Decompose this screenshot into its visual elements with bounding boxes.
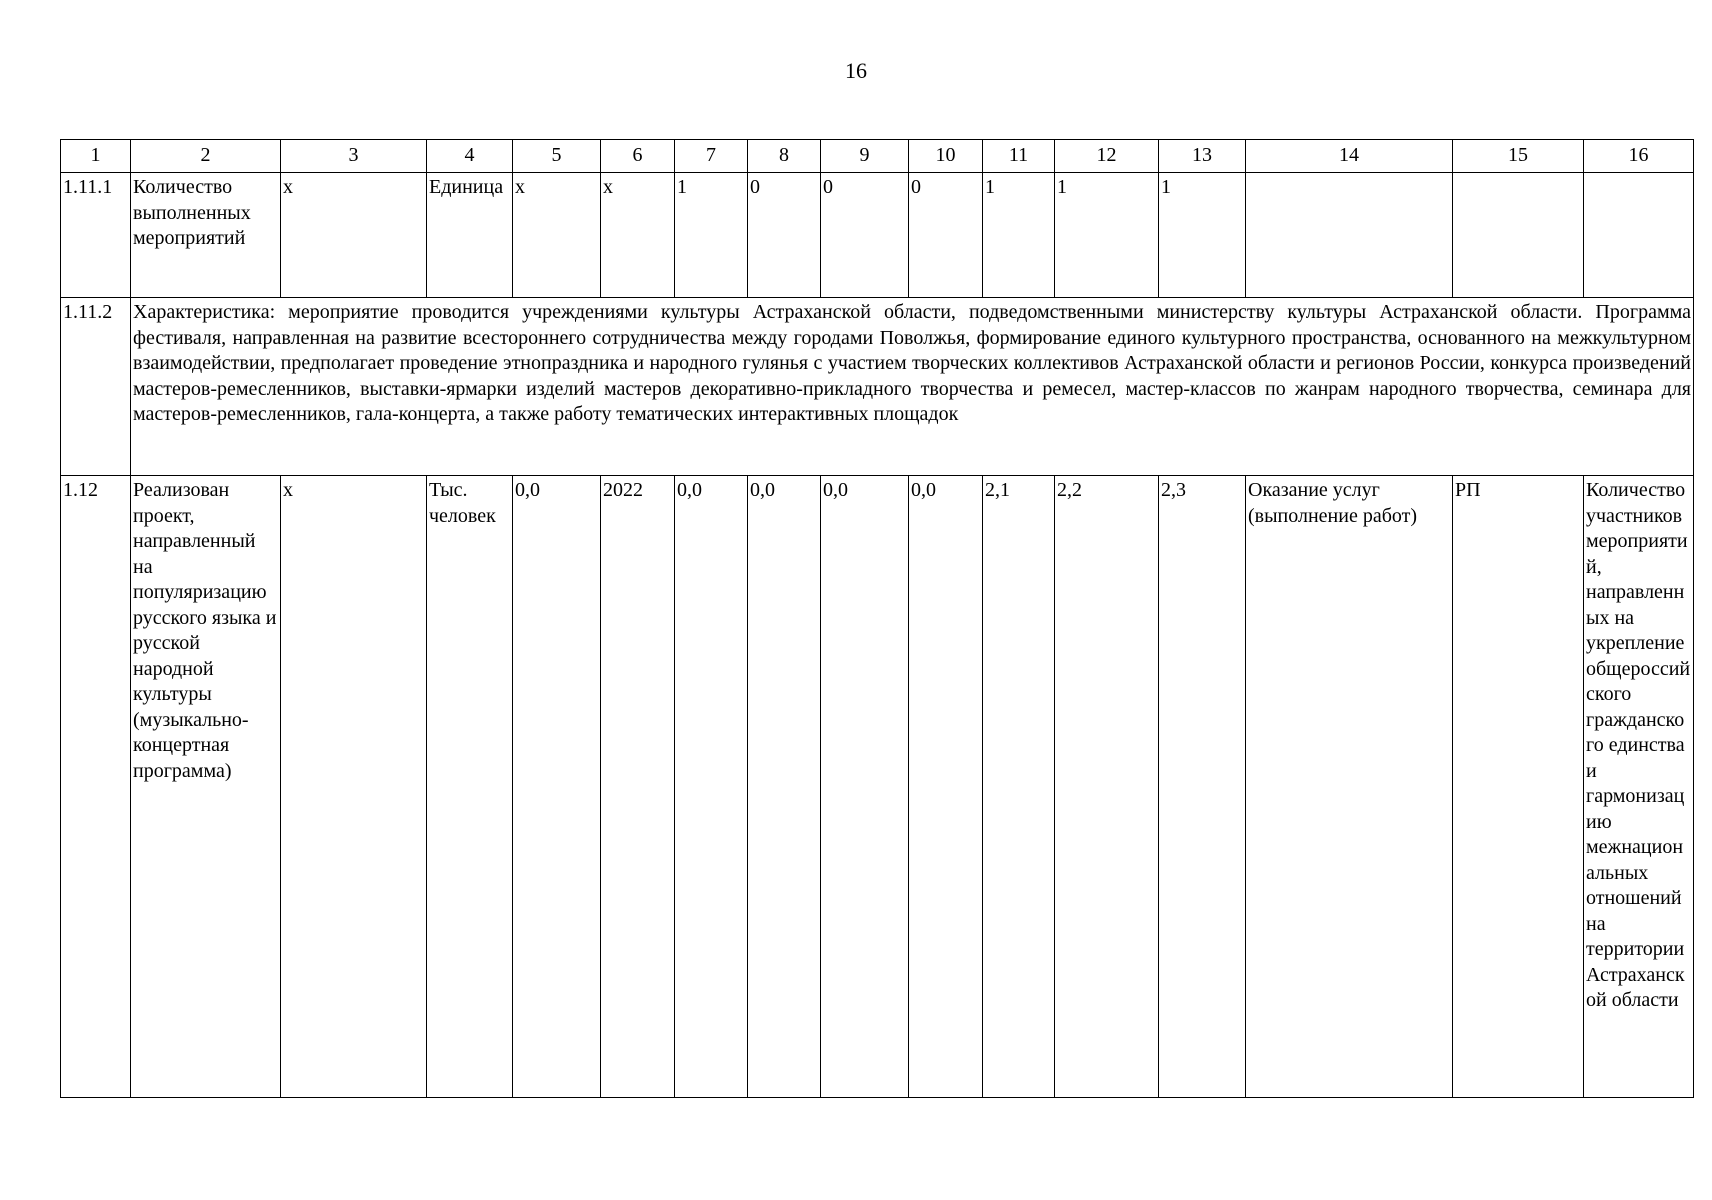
table-cell [1246,173,1453,298]
table-cell: 2,3 [1159,476,1246,1098]
table-cell: х [601,173,675,298]
table-row [61,298,1694,476]
table-cell: 1 [983,173,1055,298]
column-header: 1 [61,140,131,173]
table-row [61,173,1694,298]
table-cell: 0,0 [748,476,821,1098]
table-cell: РП [1453,476,1584,1098]
row-number-cell: 1.12 [61,476,131,1098]
column-header: 8 [748,140,821,173]
indicators-table [60,139,1694,1098]
service-type-cell: Оказание услуг (выполнение работ) [1246,476,1453,1098]
page-number: 16 [845,58,867,83]
table-cell: 2,2 [1055,476,1159,1098]
table-cell: 0,0 [821,476,909,1098]
table-header-row [61,140,1694,173]
table-row [61,476,1694,1098]
column-header: 15 [1453,140,1584,173]
column-header: 14 [1246,140,1453,173]
table-cell [1584,173,1694,298]
column-header: 4 [427,140,513,173]
table-cell: 1 [1159,173,1246,298]
table-cell: х [281,476,427,1098]
table-cell: 0 [909,173,983,298]
column-header: 12 [1055,140,1159,173]
row-number-cell: 1.11.1 [61,173,131,298]
table-cell: 0,0 [675,476,748,1098]
column-header: 7 [675,140,748,173]
indicator-name-cell: Реализован проект, направленный на популяризацию русского языка и русской народной культуры (музыкально-концертная программа) [131,476,281,1098]
table-cell: 1 [675,173,748,298]
column-header: 5 [513,140,601,173]
table-cell: 1 [1055,173,1159,298]
characteristic-cell: Характеристика: мероприятие проводится учреждениями культуры Астраханской области, подведомственными министерству культуры Астраханской области. Программа фестиваля, направленная на развитие всестороннего сотрудничества между городами Поволжья, формирование единого культурного пространства, основанного на межкультурном взаимодействии, предполагает проведение этнопраздника и народного гулянья с участием творческих коллективов Астраханской области и регионов России, конкурса произведений мастеров-ремесленников, выставки-ярмарки изделий мастеров декоративно-прикладного творчества и ремесел, мастер-классов по жанрам народного творчества, семинара для мастеров-ремесленников, гала-концерта, а также работу тематических интерактивных площадок [131,298,1694,476]
table-cell: 0 [821,173,909,298]
indicator-name-cell: Количество выполненных мероприятий [131,173,281,298]
column-header: 2 [131,140,281,173]
column-header: 3 [281,140,427,173]
column-header: 13 [1159,140,1246,173]
table-cell: 0,0 [513,476,601,1098]
column-header: 6 [601,140,675,173]
table-cell [1453,173,1584,298]
table-cell: 0 [748,173,821,298]
unit-cell: Тыс. человек [427,476,513,1098]
column-header: 16 [1584,140,1694,173]
column-header: 10 [909,140,983,173]
unit-cell: Единица [427,173,513,298]
related-indicator-cell: Количество участников мероприятий, направленных на укрепление общероссийского гражданского единства и гармонизацию межнациональных отношений на территории Астраханской области [1584,476,1694,1098]
column-header: 9 [821,140,909,173]
column-header: 11 [983,140,1055,173]
table-cell: х [513,173,601,298]
row-number-cell: 1.11.2 [61,298,131,476]
year-cell: 2022 [601,476,675,1098]
table-cell: 2,1 [983,476,1055,1098]
table-cell: х [281,173,427,298]
table-cell: 0,0 [909,476,983,1098]
